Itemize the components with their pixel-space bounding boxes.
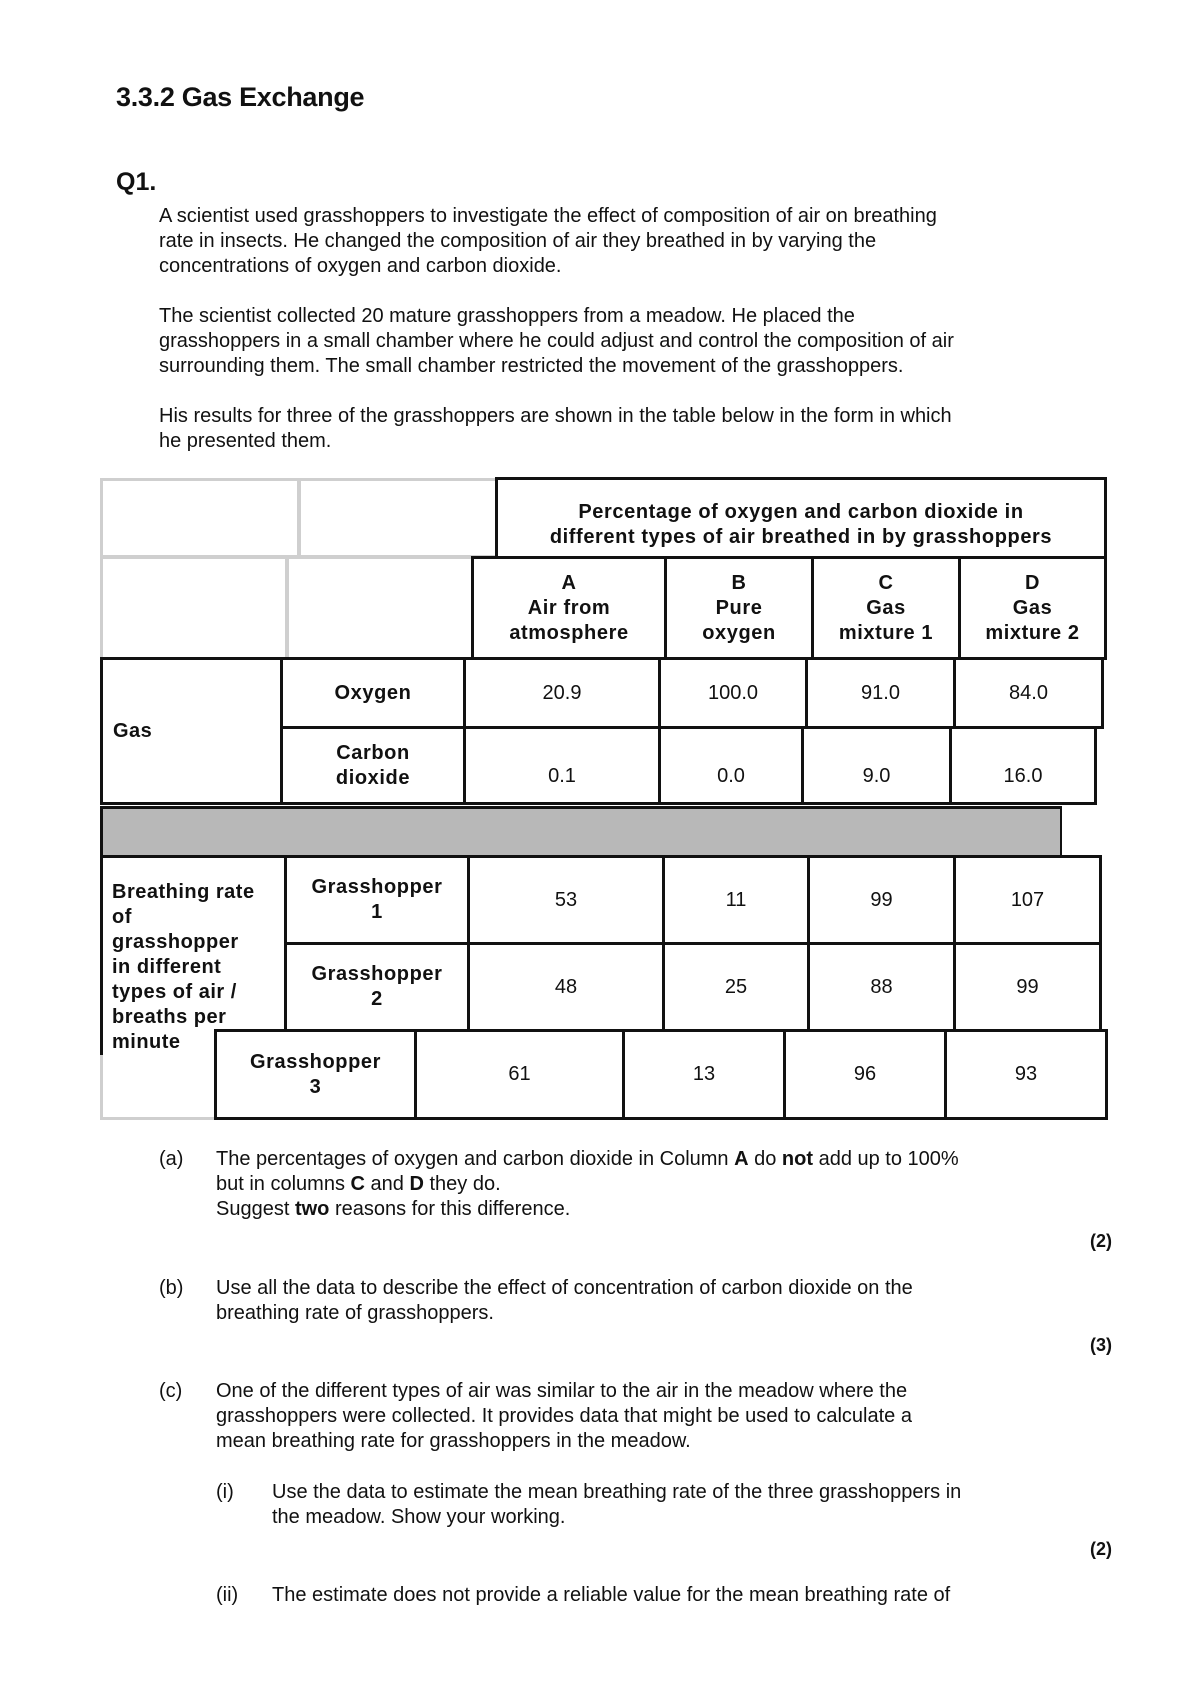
- column-line: mixture 1: [838, 621, 934, 644]
- subquestion-label: (i): [216, 1481, 234, 1503]
- label-line: 3: [309, 1075, 322, 1098]
- text-line: [216, 1147, 1076, 1172]
- subquestion-text: [272, 1583, 1072, 1608]
- column-line: Pure: [715, 596, 763, 619]
- label-line: dioxide: [335, 766, 411, 789]
- text-run: add up to 100%: [813, 1148, 959, 1170]
- question-number: Q1.: [116, 168, 157, 196]
- separator-band: [100, 806, 1062, 858]
- text-line: breathing rate of grasshoppers.: [216, 1302, 494, 1324]
- column-letter: B: [731, 571, 747, 594]
- oxygen-value-c: 91.0: [805, 657, 956, 729]
- column-letter: A: [561, 571, 577, 594]
- label-line: 1: [371, 901, 383, 923]
- text-line: The scientist collected 20 mature grasshoppers from a meadow. He placed the: [159, 305, 855, 327]
- grasshopper-1-label: [284, 855, 470, 945]
- oxygen-value-a: 20.9: [463, 657, 661, 729]
- text-run: and: [364, 1173, 410, 1195]
- empty-cell: [100, 478, 300, 558]
- marks-label: (3): [1090, 1335, 1112, 1355]
- column-header-c: [811, 556, 961, 660]
- question-label: (a): [159, 1148, 184, 1170]
- bold-run: two: [294, 1198, 330, 1220]
- column-line: atmosphere: [509, 621, 629, 644]
- co2-value-a: 0.1: [463, 726, 661, 805]
- text-line: His results for three of the grasshoppers are shown in the table below in the form in which: [159, 405, 952, 427]
- text-run: Suggest: [216, 1198, 295, 1220]
- subquestion-text: [272, 1480, 1072, 1530]
- label-line: Grasshopper: [311, 876, 443, 898]
- column-header-b: [664, 556, 814, 660]
- column-letter: C: [878, 571, 894, 594]
- text-line: One of the different types of air was similar to the air in the meadow where the: [216, 1380, 908, 1402]
- marks-label: (2): [1090, 1539, 1112, 1559]
- text-run: do: [748, 1148, 782, 1170]
- co2-value-c: 9.0: [801, 726, 952, 805]
- label-line: 2: [371, 988, 383, 1010]
- text-line: Use the data to estimate the mean breathing rate of the three grasshoppers in: [272, 1481, 962, 1503]
- bold-run: C: [350, 1173, 365, 1195]
- label-line: breaths per: [112, 1006, 227, 1028]
- grasshopper-3-value-d: 93: [944, 1029, 1108, 1120]
- grasshopper-3-value-b: 13: [622, 1029, 786, 1120]
- label-line: types of air /: [112, 981, 237, 1003]
- text-line: the meadow. Show your working.: [272, 1506, 566, 1528]
- marks-label: (2): [1090, 1231, 1112, 1251]
- gas-row-label: Gas: [100, 657, 283, 805]
- label-line: of: [112, 906, 132, 928]
- column-line: oxygen: [702, 621, 776, 644]
- grasshopper-2-label: [284, 942, 470, 1032]
- intro-paragraph-3: [159, 404, 1059, 454]
- text-line: [216, 1172, 1076, 1197]
- label-line: Carbon: [336, 741, 410, 764]
- grasshopper-2-value-b: 25: [662, 942, 810, 1032]
- text-run: but in columns: [216, 1173, 351, 1195]
- intro-paragraph-2: [159, 304, 1059, 379]
- label-line: minute: [112, 1031, 181, 1053]
- label-line: Grasshopper: [249, 1050, 382, 1073]
- text-line: grasshoppers in a small chamber where he could adjust and control the composition of air: [159, 330, 954, 352]
- column-header-a: [471, 556, 667, 660]
- empty-cell: [100, 556, 288, 660]
- question-label: (b): [159, 1277, 184, 1299]
- column-line: Air from: [527, 596, 611, 619]
- column-line: Gas: [1012, 596, 1053, 619]
- text-line: A scientist used grasshoppers to investigate the effect of composition of air on breathing: [159, 205, 937, 227]
- breathing-rate-row-label: [100, 855, 287, 1055]
- text-run: reasons for this difference.: [329, 1198, 571, 1220]
- header-line: Percentage of oxygen and carbon dioxide in: [578, 501, 1024, 523]
- grasshopper-2-value-a: 48: [467, 942, 665, 1032]
- oxygen-value-b: 100.0: [658, 657, 808, 729]
- text-line: Use all the data to describe the effect of concentration of carbon dioxide on the: [216, 1277, 913, 1299]
- text-line: grasshoppers were collected. It provides data that might be used to calculate a: [216, 1405, 912, 1427]
- intro-paragraph-1: [159, 204, 1059, 279]
- grasshopper-1-value-d: 107: [953, 855, 1102, 945]
- empty-cell: [298, 478, 498, 558]
- question-text: [216, 1379, 1076, 1454]
- grasshopper-1-value-b: 11: [662, 855, 810, 945]
- label-line: Breathing rate: [112, 881, 255, 903]
- grasshopper-2-value-c: 88: [807, 942, 956, 1032]
- label-line: Grasshopper: [311, 963, 443, 985]
- co2-row-label: [280, 726, 466, 805]
- text-run: they do.: [423, 1173, 501, 1195]
- column-letter: D: [1024, 571, 1041, 594]
- text-line: [216, 1197, 1076, 1222]
- bold-run: D: [409, 1173, 424, 1195]
- grasshopper-1-value-a: 53: [467, 855, 665, 945]
- oxygen-row-label: Oxygen: [280, 657, 466, 729]
- question-text: [216, 1276, 1076, 1326]
- label-line: in different: [112, 956, 222, 978]
- subquestion-label: (ii): [216, 1584, 239, 1606]
- column-header-d: [958, 556, 1107, 660]
- column-line: Gas: [866, 596, 906, 619]
- text-line: The estimate does not provide a reliable value for the mean breathing rate of: [272, 1584, 951, 1606]
- grasshopper-2-value-d: 99: [953, 942, 1102, 1032]
- column-group-header: [495, 477, 1107, 559]
- oxygen-value-d: 84.0: [953, 657, 1104, 729]
- grasshopper-1-value-c: 99: [807, 855, 956, 945]
- co2-value-b: 0.0: [658, 726, 804, 805]
- co2-value-d: 16.0: [949, 726, 1097, 805]
- section-title: 3.3.2 Gas Exchange: [116, 82, 365, 112]
- text-line: surrounding them. The small chamber restricted the movement of the grasshoppers.: [159, 355, 904, 377]
- text-run: The percentages of oxygen and carbon dioxide in Column: [216, 1148, 735, 1170]
- text-line: concentrations of oxygen and carbon dioxide.: [159, 255, 562, 277]
- label-line: grasshopper: [112, 931, 239, 953]
- question-label: (c): [159, 1380, 183, 1402]
- column-line: mixture 2: [985, 621, 1080, 644]
- empty-cell: [286, 556, 474, 660]
- text-line: rate in insects. He changed the composition of air they breathed in by varying the: [159, 230, 877, 252]
- text-line: mean breathing rate for grasshoppers in the meadow.: [216, 1430, 691, 1452]
- bold-run: A: [734, 1148, 749, 1170]
- text-line: he presented them.: [159, 430, 332, 452]
- grasshopper-3-label: [214, 1029, 417, 1120]
- header-line: different types of air breathed in by grasshoppers: [549, 526, 1053, 548]
- question-text: [216, 1147, 1076, 1222]
- bold-run: not: [781, 1148, 814, 1170]
- grasshopper-3-value-c: 96: [783, 1029, 947, 1120]
- grasshopper-3-value-a: 61: [414, 1029, 625, 1120]
